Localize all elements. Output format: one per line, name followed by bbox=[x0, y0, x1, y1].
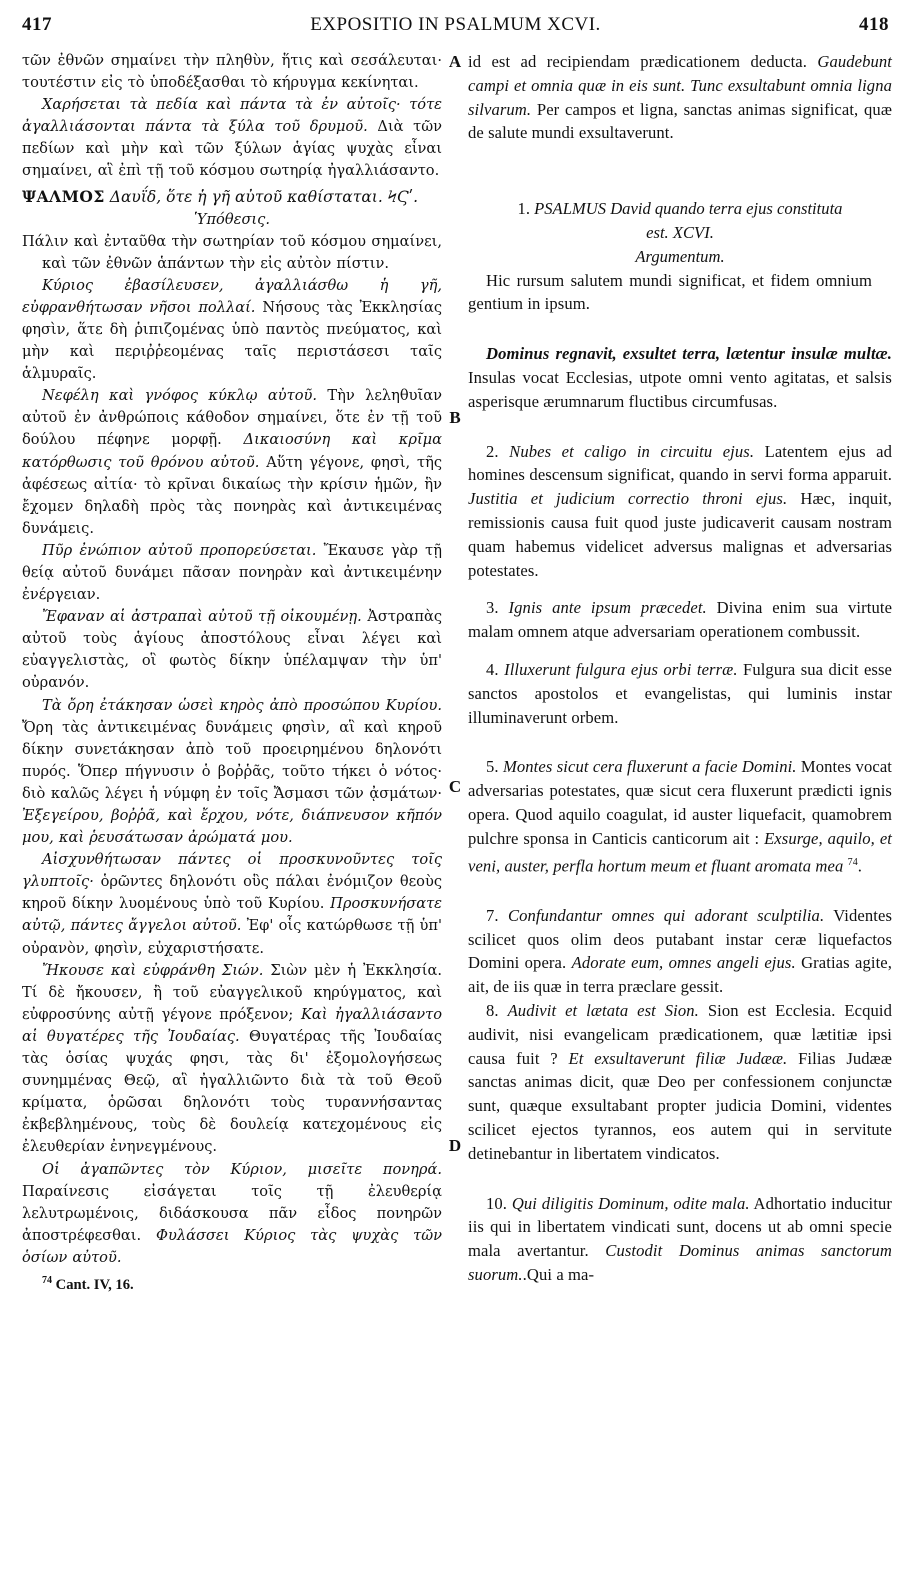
margin-letter-c: C bbox=[448, 777, 462, 796]
psalm-heading-latin: 1. PSALMUS David quando terra ejus constituta est. XCVI. bbox=[517, 199, 843, 242]
greek-paragraph: Αἰσχυνθήτωσαν πάντες οἱ προσκυνοῦντες τοῖς γλυπτοῖς· ὁρῶντες δηλονότι οὓς πάλαι ἐνόμιζον θεοὺς κηροῦ δίκην λυομένους ὑπὸ τοῦ Κυρίου. Προσκυνήσατε αὐτῷ, πάντες ἄγγελοι αὐτοῦ. Ἐφ' οἷς κατώρθωσε τῇ ὑπ' οὐρανὸν, φησὶν, εὐχαριστήσατε. bbox=[22, 851, 443, 957]
latin-paragraph: id est ad recipiendam prædicationem deducta. Gaudebunt campi et omnia quæ in eis sunt. Tunc exsultabunt omnia ligna silvarum. Per campos et ligna, sanctas animas significat, quæ de salute mundi exsultaverunt. bbox=[468, 52, 893, 143]
margin-letter-a: A bbox=[448, 52, 462, 71]
latin-paragraph: Dominus regnavit, exsultet terra, lætentur insulæ multæ. Insulas vocat Ecclesias, utpote omni vento agitatas, et salsis asperisque ærumnarum fluctibus circumfusas. bbox=[468, 344, 892, 411]
footnote-mark: 74 bbox=[42, 1274, 52, 1286]
running-header bbox=[22, 14, 889, 40]
latin-paragraph: 10. Qui diligitis Dominum, odite mala. Adhortatio inducitur iis qui in libertatem vindicati sunt, docens ut ab omni specie mala avertantur. Custodit Dominus animas sanctorum suorum..Qui a ma- bbox=[468, 1193, 892, 1284]
greek-paragraph: Τὰ ὄρη ἐτάκησαν ὡσεὶ κηρὸς ἀπὸ προσώπου Κυρίου. Ὄρη τὰς ἀντικειμένας δυνάμεις φησὶν, αἳ καὶ κηροῦ δίκην συνετάκησαν ἀπὸ τοῦ προειρημένου δηλονότι πυρός. Ὅπερ πήγνυσιν ὁ βοῤῥᾶς, τοῦτο τήκει ὁ νότος· διὸ καλῶς λέγει ἡ νύμφη ἐν τοῖς Ἄσμασι τῶν ᾀσμάτων· Ἐξεγείρου, βοῤῥᾶ, καὶ ἔρχου, νότε, διάπνευσον κῆπόν μου, καὶ ῥευσάτωσαν ἀρώματά μου. bbox=[22, 696, 442, 847]
footnote-ref: 74 bbox=[847, 856, 858, 868]
margin-letter-d: D bbox=[448, 1136, 462, 1155]
argumentum-heading: Argumentum. bbox=[635, 246, 725, 266]
latin-paragraph: 3. Ignis ante ipsum præcedet. Divina enim sua virtute malam omnem atque adversariam operationem combussit. bbox=[468, 598, 893, 642]
page-number-right: 418 bbox=[859, 14, 889, 35]
latin-paragraph: 2. Nubes et caligo in circuitu ejus. Latentem ejus ad homines descensum significat, quando in servi forma apparuit. Justitia et judicium correctio throni ejus. Hæc, inquit, remissionis causa fuit quod juste judicaverit causam nostram quam habemus videlicet adversus malignas et adversarias potestates. bbox=[468, 441, 893, 580]
running-title: EXPOSITIO IN PSALMUM XCVI. bbox=[310, 14, 601, 35]
latin-paragraph: Hic rursum salutem mundi significat, et fidem omnium gentium in ipsum. bbox=[468, 270, 872, 314]
page-number-left: 417 bbox=[22, 14, 52, 35]
latin-paragraph: 8. Audivit et lætata est Sion. Sion est Ecclesia. Ecquid audivit, nisi evangelicam prædicationem, quæ lætitiæ ipsi causa fuit ? Et exsultaverunt filiæ Judææ. Filias Judææ sanctas animas dicit, quæ Deo per confessionem conjunctæ sunt, quæque exsultabant propter judicia Domini, videntes scilicet ejectos tyrannos, eos autem qui in servitute detinebantur in libertatem vindicatos. bbox=[468, 1001, 893, 1163]
latin-paragraph: 4. Illuxerunt fulgura ejus orbi terræ. Fulgura sua dicit esse sanctos apostolos et evangelistas, qui luminis instar illuminaverunt orbem. bbox=[468, 659, 892, 727]
greek-paragraph: Πῦρ ἐνώπιον αὐτοῦ προπορεύσεται. Ἔκαυσε γὰρ τῇ θείᾳ αὐτοῦ δυνάμει πᾶσαν πονηρὰν καὶ ἀντικειμένην ἐνέργειαν. bbox=[22, 541, 442, 604]
greek-paragraph: τῶν ἐθνῶν σημαίνει τὴν πληθὺν, ἥτις καὶ σεσάλευται· τουτέστιν εἰς τὸ ὑποδέξασθαι τὸ κήρυγμα κεκίνηται. bbox=[22, 52, 442, 92]
greek-paragraph: Πάλιν καὶ ἐνταῦθα τὴν σωτηρίαν τοῦ κόσμου σημαίνει, καὶ τῶν ἐθνῶν ἁπάντων τὴν εἰς αὐτὸν πίστιν. bbox=[22, 232, 442, 272]
latin-paragraph: 5. Montes sicut cera fluxerunt a facie Domini. Montes vocat adversarias potestates, quæ sicut cera fluxerunt prædicti ignis opera. Quod aquilo coagulat, id auster liquefacit, quamobrem pulchre sponsa in Canticis canticorum ait : Exsurge, aquilo, et veni, auster, perfla hortum meum et fluant aromata mea $^{74}$. bbox=[468, 757, 893, 876]
greek-paragraph: Ἔφαναν αἱ ἀστραπαὶ αὐτοῦ τῇ οἰκουμένῃ. Ἀστραπὰς αὐτοῦ τοὺς ἁγίους ἀποστόλους εἶναι λέγει καὶ εὐαγγελιστὰς, οἳ φωτὸς δίκην ὑπέλαμψαν τὴν ὑπ' οὐρανόν. bbox=[22, 608, 443, 692]
greek-paragraph: Οἱ ἀγαπῶντες τὸν Κύριον, μισεῖτε πονηρά. Παραίνεσις εἰσάγεται τοῖς τῇ ἐλευθερίᾳ λελυτρωμένοις, διδάσκουσα πᾶν εἶδος πονηρῶν ἀποστρέφεσθαι. Φυλάσσει Κύριος τὰς ψυχὰς τῶν ὁσίων αὐτοῦ. bbox=[22, 1160, 442, 1266]
margin-letter-b: B bbox=[449, 408, 461, 427]
greek-paragraph: Ἤκουσε καὶ εὐφράνθη Σιών. Σιὼν μὲν ἡ Ἐκκλησία. Τί δὲ ἤκουσεν, ἢ τοῦ εὐαγγελικοῦ κηρύγματος, καὶ εὐφροσύνης αὐτῇ γέγονε πρόξενον; Καὶ ἠγαλλιάσαντο αἱ θυγατέρες τῆς Ἰουδαίας. Θυγατέρας τῆς Ἰουδαίας τὰς ὁσίας ψυχάς φησι, τὰς δι' ἐξομολογήσεως συνημμένας Θεῷ, αἳ ἠγαλλιῶντο διὰ τὰ τοῦ Θεοῦ κρίματα, ὁρῶσαι δηλονότι τοὺς τυραννήσαντας ἐκβεβλημένους, τοὺς δὲ δουλείᾳ κατεχομένους εἰς ἐλευθερίαν ἐνηνεγμένους. bbox=[22, 961, 442, 1156]
greek-paragraph: Χαρήσεται τὰ πεδία καὶ πάντα τὰ ἐν αὐτοῖς· τότε ἀγαλλιάσονται πάντα τὰ ξύλα τοῦ δρυμοῦ. Διὰ τῶν πεδίων καὶ μὴν καὶ τῶν ξύλων ἁγίας ψυχὰς εἶναι σημαίνει, αἳ ἐπὶ τῇ τοῦ κόσμου σωτηρίᾳ ἠγαλλιάσαντο. bbox=[22, 96, 442, 180]
greek-paragraph: Κύριος ἐβασίλευσεν, ἀγαλλιάσθω ἡ γῆ, εὐφρανθήτωσαν νῆσοι πολλαί. Νήσους τὰς Ἐκκλησίας φησὶν, ἅτε δὴ ῥιπιζομένας ὑπὸ παντὸς πνεύματος, καὶ μὴν καὶ περιῤῥεομένας ταῖς περιστάσεσι ταῖς ἁλμυραῖς. bbox=[22, 276, 442, 383]
latin-column bbox=[468, 50, 892, 1287]
psalm-heading: ΨΑΛΜΟΣ Δαυΐδ, ὅτε ἡ γῆ αὐτοῦ καθίσταται. ϞϚʹ. bbox=[22, 186, 418, 206]
greek-column bbox=[22, 50, 442, 1295]
footnote: $^{74}$ Cant. IV, 16. bbox=[42, 1274, 134, 1293]
greek-paragraph: Νεφέλη καὶ γνόφος κύκλῳ αὐτοῦ. Τὴν λεληθυῖαν αὐτοῦ ἐν ἀνθρώποις κάθοδον σημαίνει, ὅτε ἐν τῇ τοῦ δούλου πέφηνε μορφῇ. Δικαιοσύνη καὶ κρῖμα κατόρθωσις τοῦ θρόνου αὐτοῦ. Αὕτη γέγονε, φησὶ, τῆς ἀφέσεως αἰτία· τὸ κρῖναι δικαίως τὴν κρίσιν ἡμῶν, ἣν ἔχομεν δηλαδὴ πρὸς τὰς πονηρὰς καὶ ἀντικειμένας δυνάμεις. bbox=[22, 387, 443, 537]
latin-paragraph: 7. Confundantur omnes qui adorant sculptilia. Videntes scilicet quos olim deos putabant instar ceræ liquefactos Domini opera. Adorate eum, omnes angeli ejus. Gratias agite, ait, de iis quæ in terra præclare gessit. bbox=[468, 905, 893, 997]
hypothesis-heading: Ὑπόθεσις. bbox=[194, 210, 270, 228]
